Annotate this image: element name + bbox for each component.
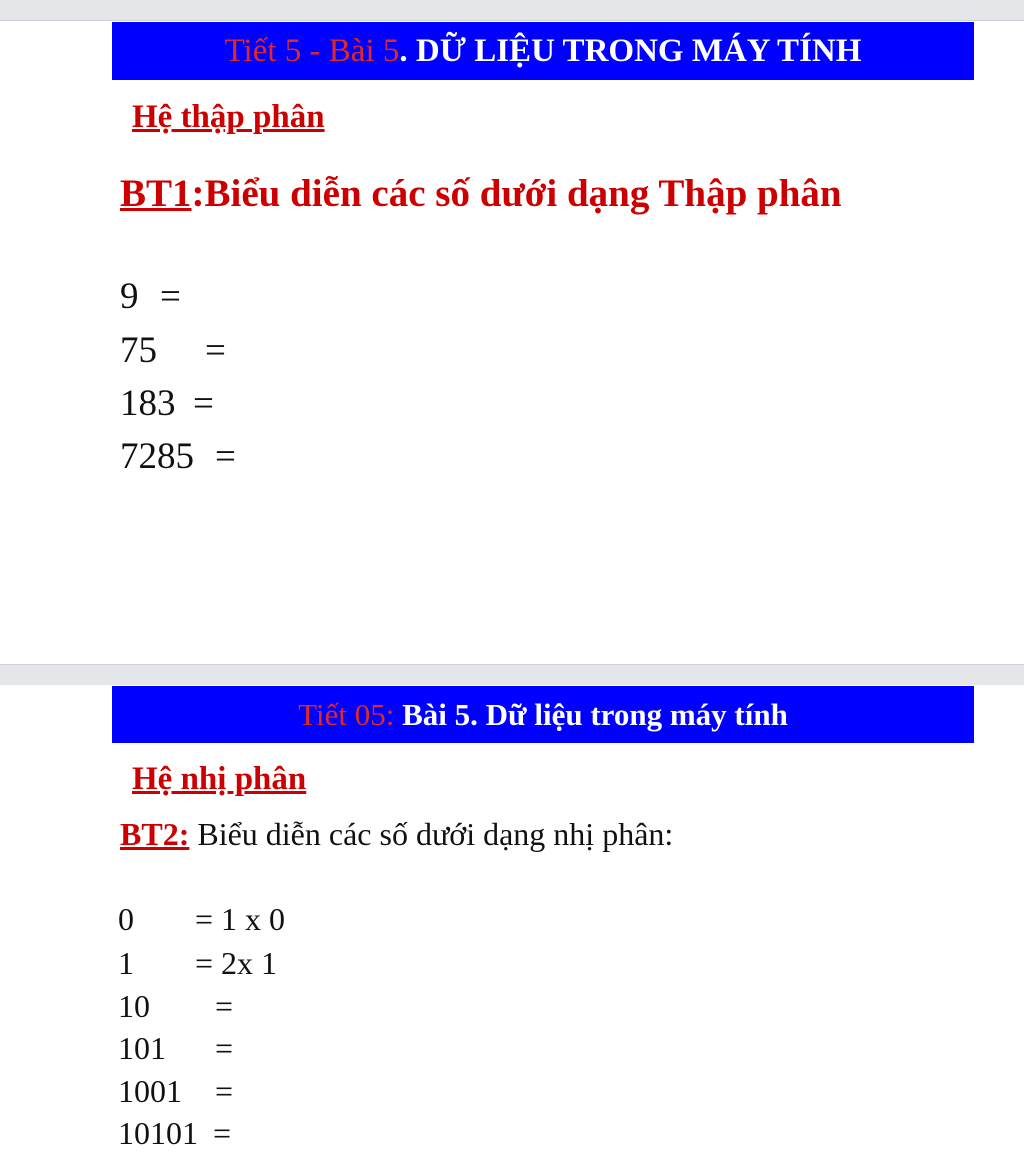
slide-1-title-text: . DỮ LIỆU TRONG MÁY TÍNH — [399, 32, 862, 69]
slide-2-row-lhs: 10101 — [118, 1115, 198, 1151]
slide-1-exercise-label: BT1 — [120, 172, 192, 215]
slide-1-row-rhs: = — [193, 383, 214, 424]
slide-1-row-lhs: 75 — [120, 330, 157, 371]
viewer-slide-gap — [0, 664, 1024, 686]
slide-1-title-bar — [112, 22, 974, 80]
slide-1-exercise-text: :Biểu diễn các số dưới dạng Thập phân — [191, 172, 842, 215]
slide-1-title-lesson: Tiết 5 - Bài 5 — [224, 32, 400, 69]
slide-1-exercise-title — [120, 171, 842, 216]
slide-2-row-lhs: 0 — [118, 901, 134, 937]
slide-2-exercise-title — [120, 816, 673, 853]
slide-1-row-rhs: = — [215, 436, 236, 477]
slide-2-exercise-label: BT2: — [120, 816, 190, 852]
slide-1-row-rhs: = — [205, 330, 226, 371]
slide-1 — [0, 21, 1024, 664]
slide-1-row-rhs: = — [160, 276, 181, 317]
slide-2-row-lhs: 10 — [118, 988, 150, 1024]
slide-2-row-rhs: = — [215, 988, 234, 1024]
slide-1-row-lhs: 183 — [120, 383, 176, 424]
slide-2-row-lhs: 101 — [118, 1030, 166, 1066]
slide-1-row-lhs: 9 — [120, 276, 139, 317]
slide-2-row-rhs: = — [213, 1115, 232, 1151]
slide-2-title-bar — [112, 686, 974, 743]
slide-2-row-lhs: 1001 — [118, 1073, 182, 1109]
slide-2 — [0, 685, 1024, 1172]
slide-2-row-rhs: = 1 x 0 — [195, 901, 286, 937]
slide-2-title-text: Bài 5. Dữ liệu trong máy tính — [394, 696, 788, 732]
slide-2-row-rhs: = — [215, 1030, 234, 1066]
slide-1-section-heading: Hệ thập phân — [132, 99, 325, 135]
slide-1-row-lhs: 7285 — [120, 436, 194, 477]
slide-2-exercise-text: Biểu diễn các số dưới dạng nhị phân: — [189, 816, 674, 852]
slide-2-row-rhs: = 2x 1 — [195, 945, 278, 981]
slide-2-row-rhs: = — [215, 1073, 234, 1109]
slide-2-title-lesson: Tiết 05: — [298, 696, 395, 732]
slide-2-row-lhs: 1 — [118, 945, 134, 981]
slide-2-section-heading: Hệ nhị phân — [132, 761, 307, 797]
viewer-top-gap — [0, 0, 1024, 21]
